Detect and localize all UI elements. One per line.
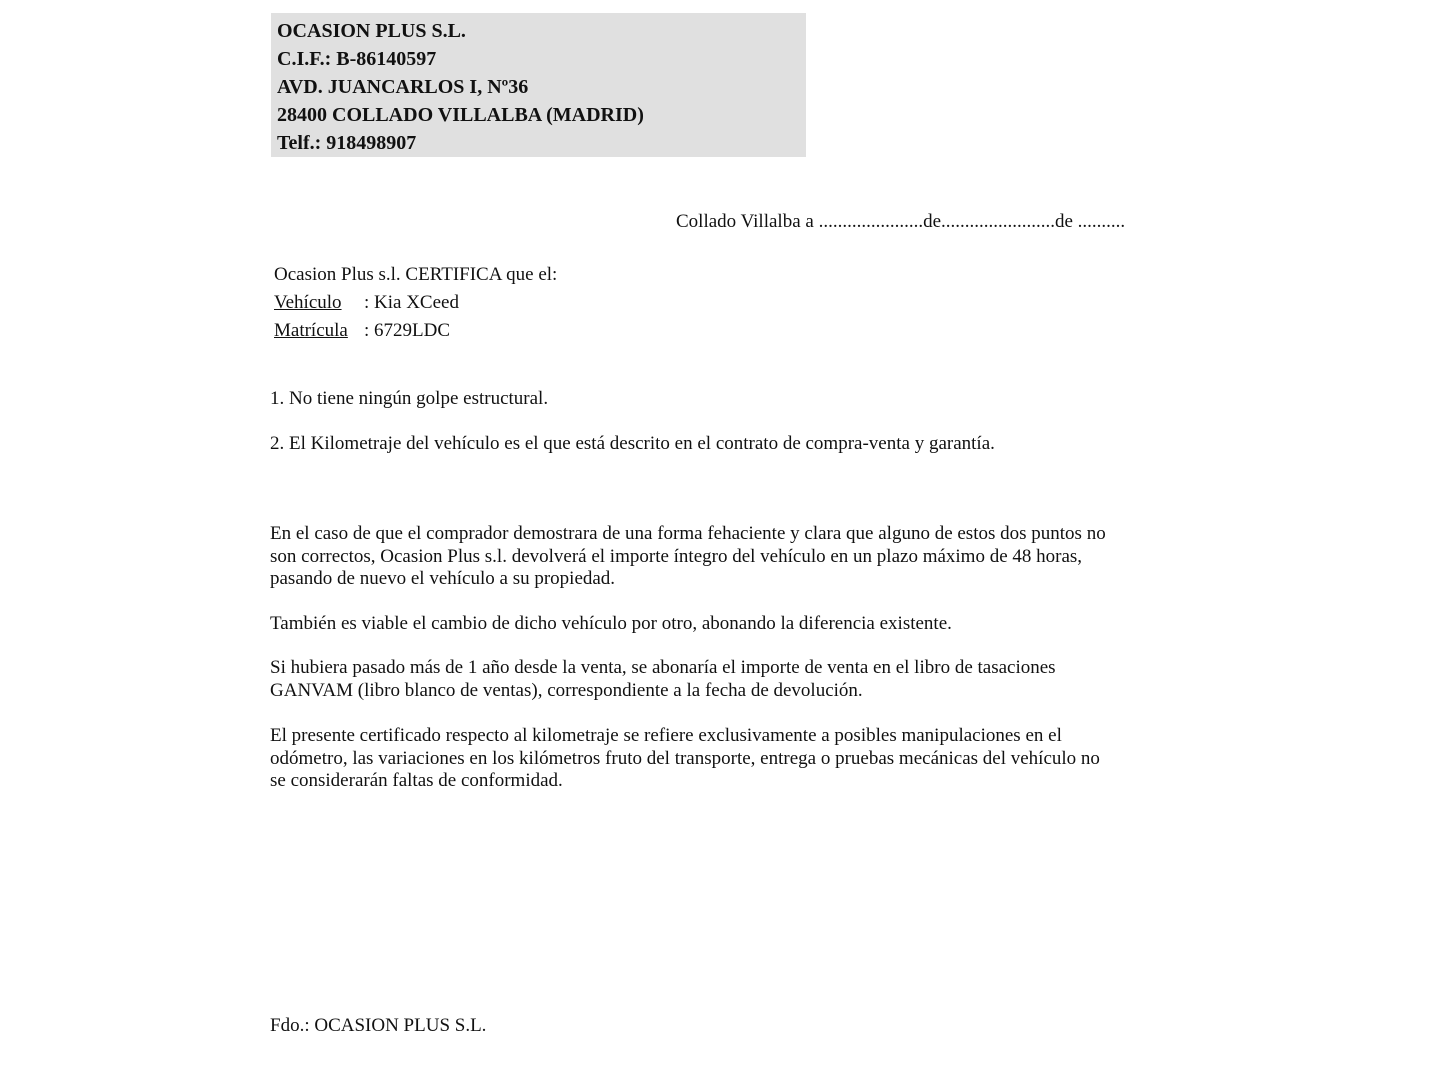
paragraph-line: En el caso de que el comprador demostrara de una forma fehaciente y clara que alguno de estos dos puntos no [270,523,1106,544]
vehicle-row [274,289,557,317]
certificate-block [274,261,557,345]
plate-label: Matrícula [274,320,348,341]
date-line: Collado Villalba a ......................de........................de .......... [676,211,1126,232]
company-cif: C.I.F.: B-86140597 [277,48,437,70]
signature-text: Fdo.: OCASION PLUS S.L. [270,1015,487,1036]
paragraph-line: El presente certificado respecto al kilometraje se refiere exclusivamente a posibles manipulaciones en el [270,725,1062,746]
company-address: AVD. JUANCARLOS I, Nº36 [277,76,529,98]
vehicle-label: Vehículo [274,292,342,313]
paragraph-line: odómetro, las variaciones en los kilómetros fruto del transporte, entrega o pruebas mecánicas del vehículo no [270,747,1100,769]
paragraph-line: pasando de nuevo el vehículo a su propiedad. [270,568,616,589]
point-1 [270,388,1170,411]
signature-line [270,1015,1170,1038]
paragraph-ganvam [270,657,1170,702]
paragraph-line: GANVAM (libro blanco de ventas), correspondiente a la fecha de devolución. [270,679,863,701]
company-header-box [271,13,806,157]
point-1-text: 1. No tiene ningún golpe estructural. [270,388,549,409]
paragraph-mileage [270,725,1170,793]
certificate-intro: Ocasion Plus s.l. CERTIFICA que el: [274,264,558,285]
company-name: OCASION PLUS S.L. [277,20,466,42]
plate-value: : 6729LDC [364,320,451,341]
paragraph-exchange [270,613,1170,636]
paragraph-line: Si hubiera pasado más de 1 año desde la venta, se abonaría el importe de venta en el libro de tasaciones [270,657,1056,678]
paragraph-line: son correctos, Ocasion Plus s.l. devolverá el importe íntegro del vehículo en un plazo máximo de 48 horas, [270,545,1083,567]
paragraph-line: También es viable el cambio de dicho vehículo por otro, abonando la diferencia existente. [270,613,952,634]
plate-row [274,317,557,345]
paragraph-line: se considerarán faltas de conformidad. [270,770,563,791]
paragraph-refund [270,523,1170,591]
company-city: 28400 COLLADO VILLALBA (MADRID) [277,104,644,126]
point-2-text: 2. El Kilometraje del vehículo es el que está descrito en el contrato de compra-venta y garantía. [270,433,995,454]
point-2 [270,433,1170,456]
company-phone: Telf.: 918498907 [277,132,417,154]
vehicle-value: : Kia XCeed [364,292,459,313]
